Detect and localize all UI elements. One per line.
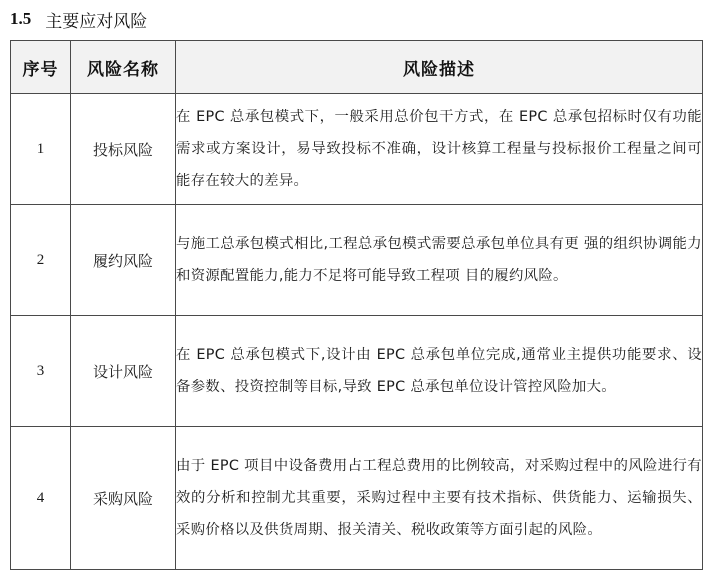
table-row — [11, 94, 703, 205]
row-number: 2 — [11, 205, 71, 316]
row-number: 4 — [11, 427, 71, 570]
risk-table — [10, 40, 703, 570]
header-desc: 风险描述 — [176, 41, 703, 94]
header-name: 风险名称 — [71, 41, 176, 94]
section-heading — [10, 6, 147, 32]
risk-description: 在 EPC 总承包模式下,设计由 EPC 总承包单位完成,通常业主提供功能要求、设备参数、投资控制等目标,导致 EPC 总承包单位设计管控风险加大。 — [176, 316, 703, 427]
table-row — [11, 316, 703, 427]
risk-name: 设计风险 — [71, 316, 176, 427]
row-number: 1 — [11, 94, 71, 205]
row-number: 3 — [11, 316, 71, 427]
table-row — [11, 427, 703, 570]
table-row — [11, 205, 703, 316]
risk-name: 采购风险 — [71, 427, 176, 570]
header-no: 序号 — [11, 41, 71, 94]
risk-name: 履约风险 — [71, 205, 176, 316]
risk-description: 与施工总承包模式相比,工程总承包模式需要总承包单位具有更 强的组织协调能力和资源配置能力,能力不足将可能导致工程项 目的履约风险。 — [176, 205, 703, 316]
risk-name: 投标风险 — [71, 94, 176, 205]
section-number: 1.5 — [10, 9, 32, 28]
risk-description: 在 EPC 总承包模式下，一般采用总价包干方式，在 EPC 总承包招标时仅有功能需求或方案设计，易导致投标不准确，设计核算工程量与投标报价工程量之间可能存在较大的差异。 — [176, 94, 703, 205]
table-header-row — [11, 41, 703, 94]
risk-description: 由于 EPC 项目中设备费用占工程总费用的比例较高，对采购过程中的风险进行有效的分析和控制尤其重要，采购过程中主要有技术指标、供货能力、运输损失、采购价格以及供货周期、报关清关、税收政策等方面引起的风险。 — [176, 427, 703, 570]
section-title: 主要应对风险 — [45, 11, 148, 32]
